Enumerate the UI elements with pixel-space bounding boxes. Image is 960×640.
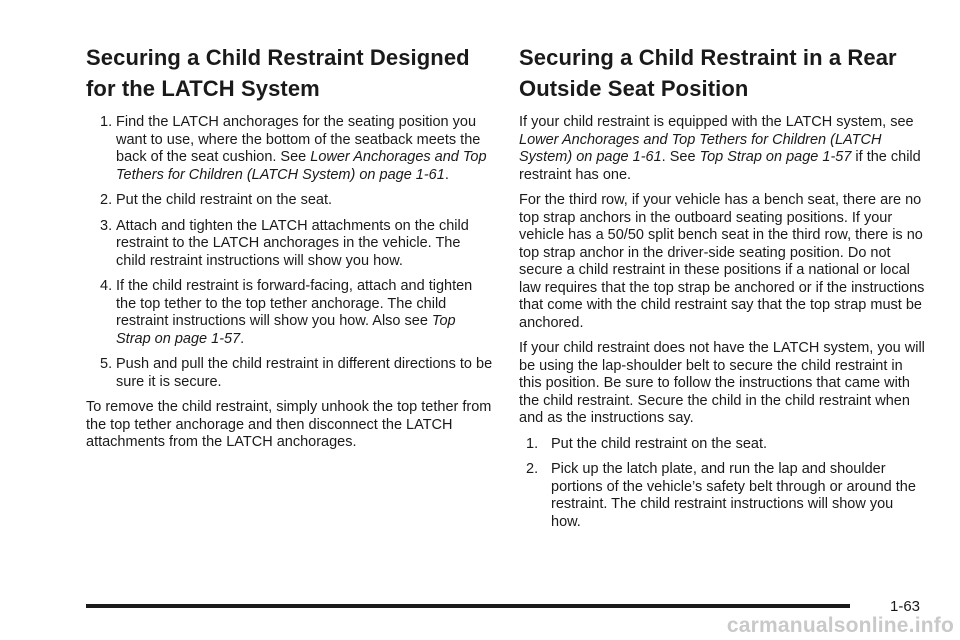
section-heading-rear-outside: Securing a Child Restraint in a Rear Outside Seat Position xyxy=(519,45,897,101)
list-item xyxy=(86,192,494,210)
list-item xyxy=(519,461,927,531)
cross-reference-link[interactable]: Lower Anchorages and Top Tethers for Children (LATCH System) on page 1-61 xyxy=(519,131,882,165)
list-item: 1. Find the LATCH anchorages for the seating position you want to use, where the bottom of the seatback meets the back of the seat cushion. See Lower Anchorages and Top Tethers for Children (LATCH System) on page 1-61. xyxy=(100,114,487,183)
step-number: 2. xyxy=(100,192,113,208)
step-number: 5. xyxy=(100,356,113,372)
step-number: 3. xyxy=(100,217,113,234)
step-number: 4. xyxy=(100,278,113,294)
step-number: 2. xyxy=(526,461,539,477)
step-number: 1. xyxy=(100,114,113,130)
list-item: 4. If the child restraint is forward-facing, attach and tighten the top tether to the top tether anchorage. The child restraint instructions will show you how. Also see Top Strap on page 1-57. xyxy=(100,278,473,347)
left-column xyxy=(86,42,494,460)
step-text: Attach and tighten the LATCH attachments on the child restraint to the LATCH anchorages in the vehicle. The child restraint instructions will show you how. xyxy=(116,217,469,269)
latch-steps-list xyxy=(86,114,494,391)
cross-reference-link[interactable]: Lower Anchorages and Top Tethers for Children (LATCH System) on page 1-61 xyxy=(116,149,487,183)
watermark-logo: carmanualsonline.info xyxy=(726,614,954,637)
lap-shoulder-paragraph: If your child restraint does not have the LATCH system, you will be using the lap-shoulder belt to secure the child restraint in this position. Be sure to follow the instructions that came with the child restraint. Secure the child in the child restraint when and as the instructions say. xyxy=(519,340,925,426)
step-text: Put the child restraint on the seat. xyxy=(116,192,333,208)
belt-steps-list xyxy=(519,436,927,532)
third-row-paragraph: For the third row, if your vehicle has a bench seat, there are no top strap anchors in the outboard seating positions. If your vehicle has a 50/50 split bench seat in the third row, there is no top strap anchor in the driver-side seating position. Do not secure a child restraint in these positions if a national or local law requires that the top strap be anchored or if the instructions that come with the child restraint say that the top strap must be anchored. xyxy=(519,192,925,331)
list-item xyxy=(519,436,927,454)
list-item xyxy=(86,218,494,271)
step-text: Push and pull the child restraint in different directions to be sure it is secure. xyxy=(116,356,493,390)
section-heading-latch: Securing a Child Restraint Designed for the LATCH System xyxy=(86,45,470,101)
step-number: 1. xyxy=(526,435,539,452)
step-text: Find the LATCH anchorages for the seating position you want to use, where the bottom of the seatback meets the back of the seat cushion. See xyxy=(116,114,481,165)
step-text: Pick up the latch plate, and run the lap and shoulder portions of the vehicle’s safety belt through or around the restraint. The child restraint instructions will show you how. xyxy=(551,461,916,530)
footer-rule xyxy=(86,604,850,608)
right-column xyxy=(519,42,927,539)
intro-paragraph: If your child restraint is equipped with the LATCH system, see Lower Anchorages and Top Tethers for Children (LATCH System) on page 1-61. See Top Strap on page 1-57 if the child restraint has one. xyxy=(519,114,921,183)
step-text: Put the child restraint on the seat. xyxy=(551,435,768,452)
closing-paragraph: To remove the child restraint, simply unhook the top tether from the top tether anchorage and then disconnect the LATCH attachments from the LATCH anchorages. xyxy=(86,399,492,450)
page-number: 1-63 xyxy=(890,598,921,615)
list-item xyxy=(86,356,494,391)
cross-reference-link[interactable]: Top Strap on page 1-57 xyxy=(699,149,852,165)
cross-reference-link[interactable]: Top Strap on page 1-57 xyxy=(116,313,456,347)
step-text: If the child restraint is forward-facing, attach and tighten the top tether to the top tether anchorage. The child restraint instructions will show you how. Also see xyxy=(116,278,473,329)
